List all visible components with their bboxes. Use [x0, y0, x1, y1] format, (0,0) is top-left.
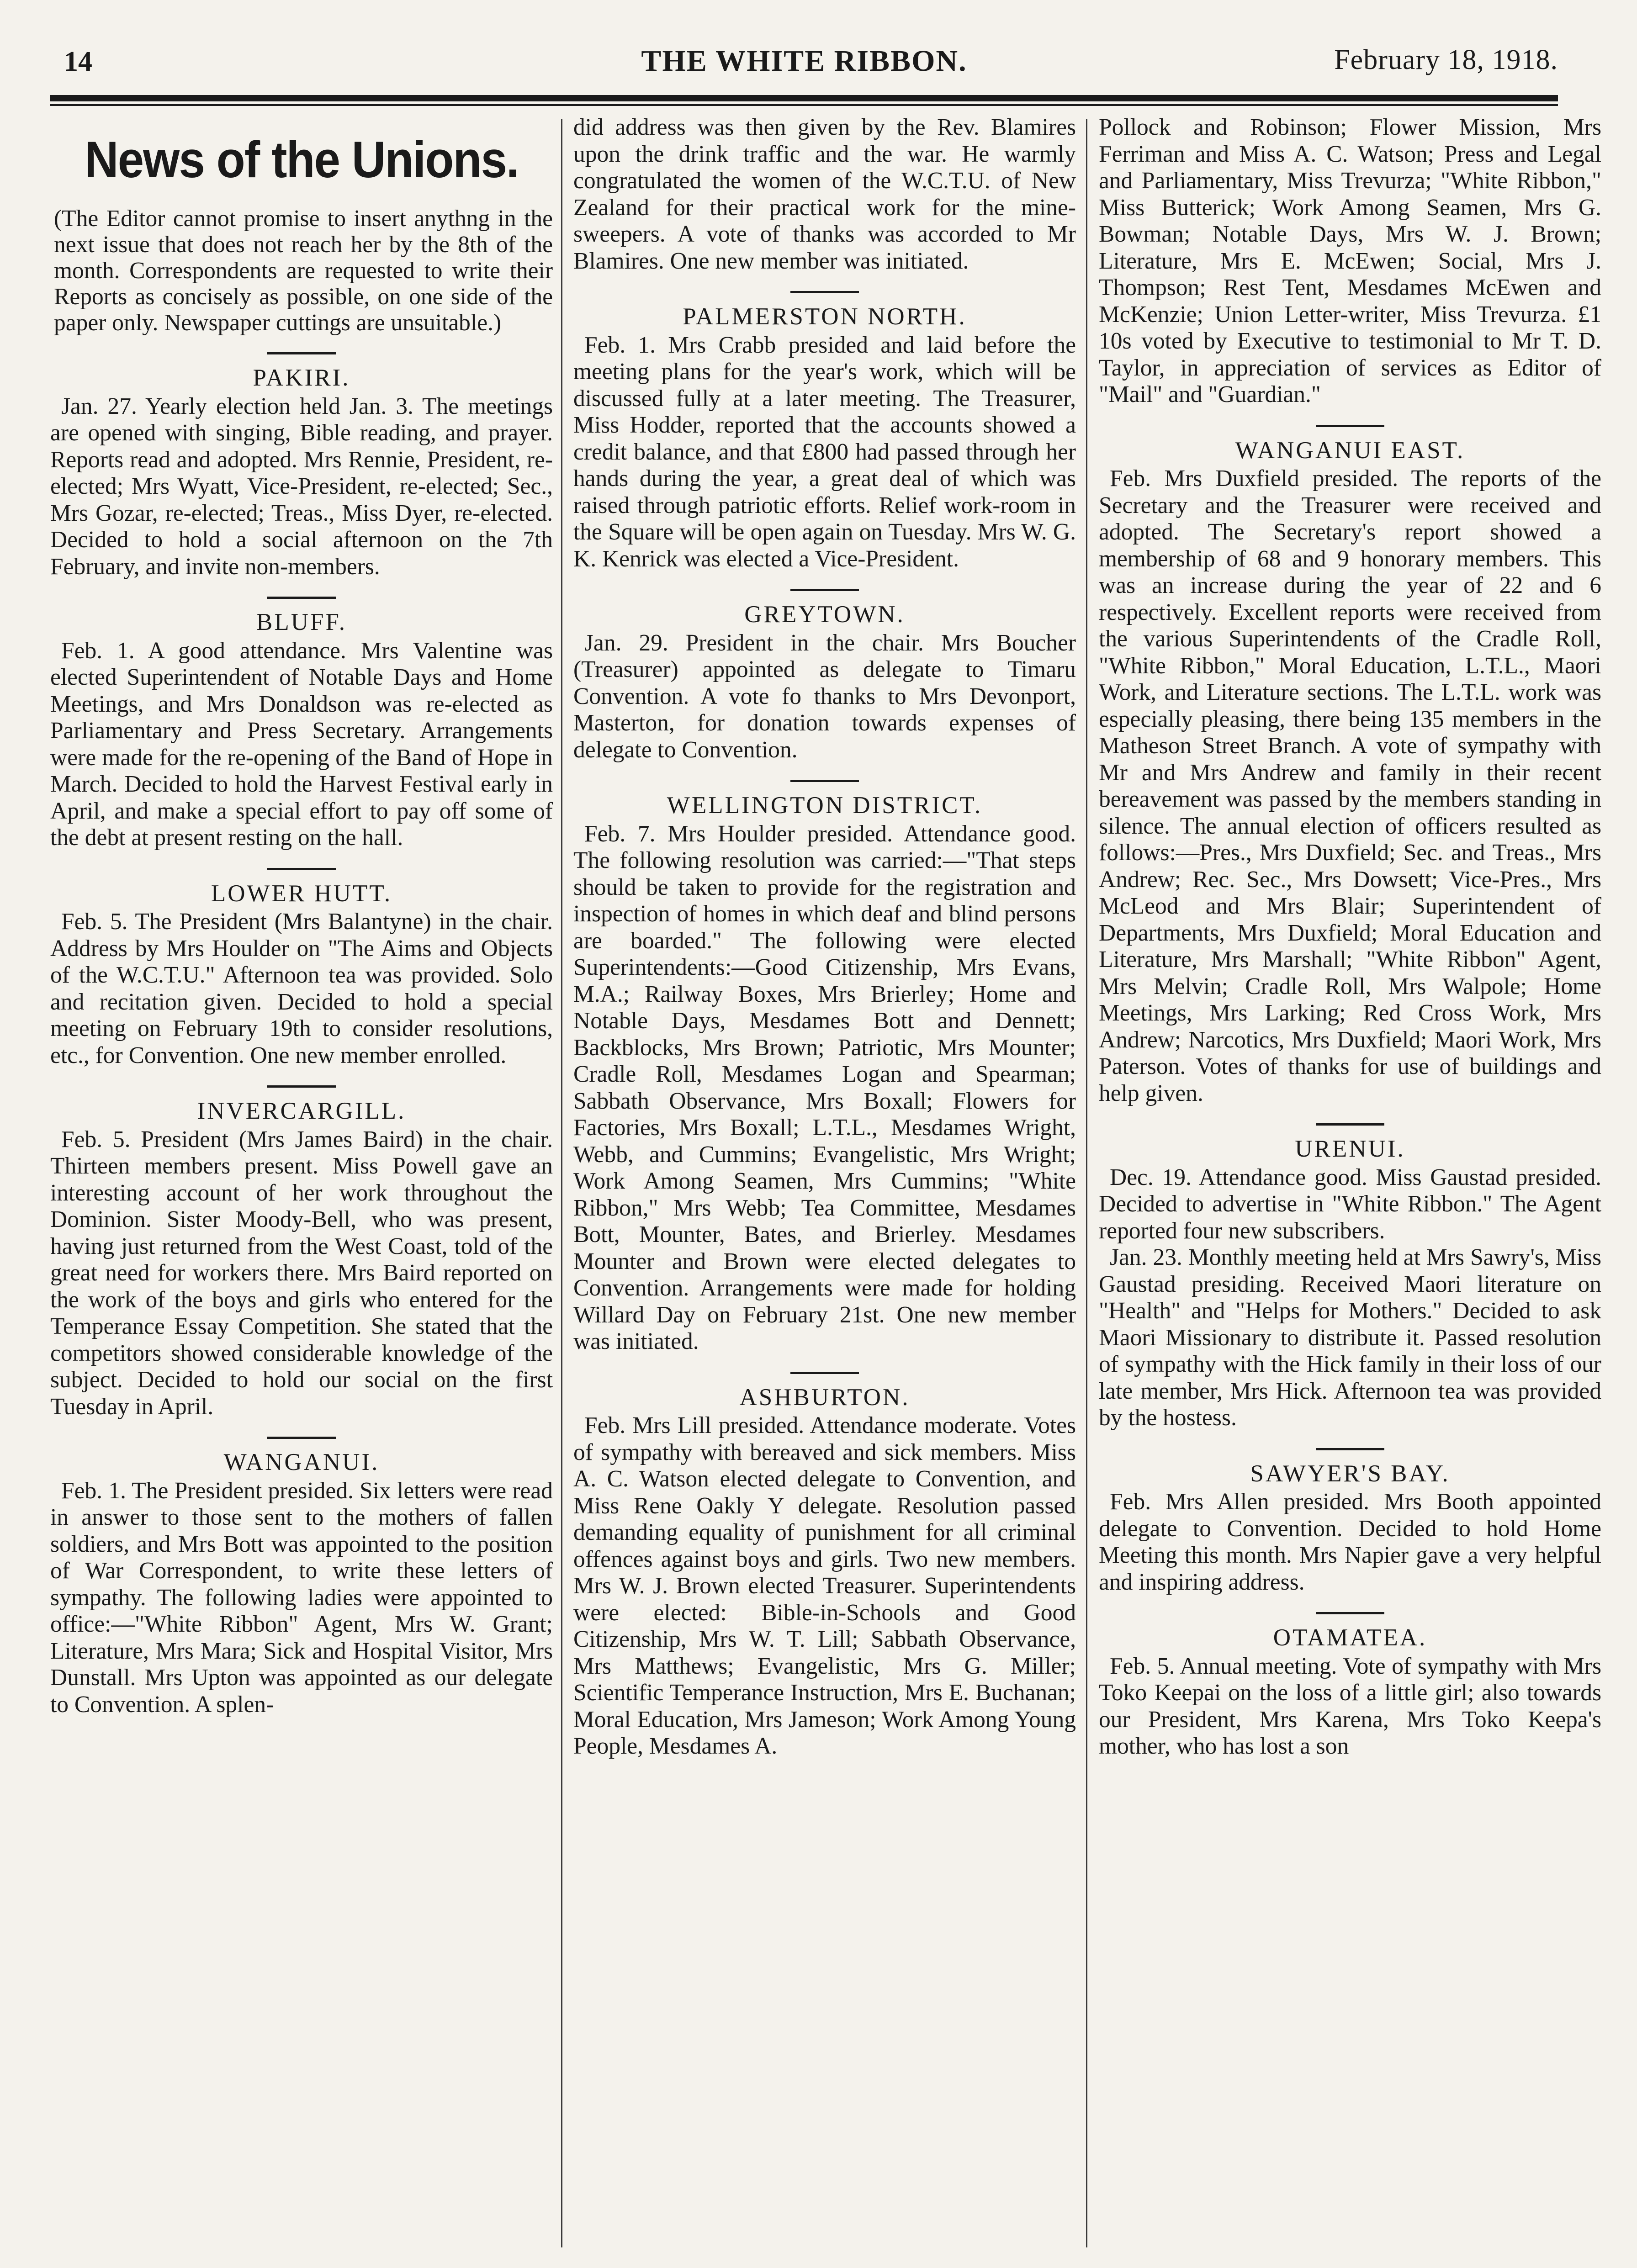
- union-report: Feb. 1. A good attendance. Mrs Valentine was elected Superintendent of Notable Days and Home Meetings, and Mrs Donaldson was re-elected as Parliamentary and Press Secretary. Arrangements were made for the re-opening of the Band of Hope in March. Decided to hold the Harvest Festival early in April, and make a special effort to pay off some of the debt at present resting on the hall.: [50, 637, 553, 851]
- union-report: Feb. 7. Mrs Houlder presided. Attendance good. The following resolution was carried:—"That steps should be taken to provide for the registration and inspection of homes in which deaf and blind persons are boarded." The following were elected Superintendents:—Good Citizenship, Mrs Evans, M.A.; Railway Boxes, Mrs Brierley; Home and Notable Days, Mesdames Bott and Dennett; Backblocks, Mrs Brown; Patriotic, Mrs Mounter; Cradle Roll, Mesdames Logan and Spearman; Sabbath Observance, Mrs Boxall; Flowers for Factories, Mrs Boxall; L.T.L., Mesdames Wright, Webb, and Cummins; Evangelistic, Mrs Wright; Work Among Seamen, Mrs Cummins; "White Ribbon," Mrs Webb; Tea Committee, Mesdames Bott, Mounter, Bates, and Brierley. Mesdames Mounter and Brown were elected delegates to Convention. Arrangements were made for holding Willard Day on February 21st. One new member was initiated.: [573, 820, 1076, 1354]
- union-heading: GREYTOWN.: [744, 601, 905, 628]
- divider: [267, 1085, 336, 1088]
- union-heading: WELLINGTON DISTRICT.: [667, 792, 983, 819]
- continued-text: Pollock and Robinson; Flower Mission, Mrs Ferriman and Miss A. C. Watson; Press and Legal and Parliamentary, Miss Trevurza; "White Ribbon," Miss Butterick; Work Among Seamen, Mrs G. Bowman; Notable Days, Mrs W. J. Brown; Literature, Mrs E. McEwen; Social, Mrs J. Thompson; Rest Tent, Mesdames McEwen and McKenzie; Union Letter-writer, Miss Trevurza. £1 10s voted by Executive to testimonial to Mr T. D. Taylor, in appreciation of services as Editor of "Mail" and "Guardian.": [1099, 114, 1601, 407]
- editor-note: (The Editor cannot promise to insert anythng in the next issue that does not reach her by the 8th of the month. Correspondents are requested to write their Reports as concisely as possible, on one side of the paper only. Newspaper cuttings are unsuitable.): [54, 206, 553, 336]
- union-report: Jan. 27. Yearly election held Jan. 3. The meetings are opened with singing, Bible reading, and prayer. Reports read and adopted. Mrs Rennie, President, re-elected; Mrs Wyatt, Vice-President, re-elected; Sec., Mrs Gozar, re-elected; Treas., Miss Dyer, re-elected. Decided to hold a social afternoon on the 7th February, and invite non-members.: [50, 393, 553, 580]
- divider: [1316, 425, 1384, 427]
- divider: [267, 868, 336, 870]
- column-3: [1099, 114, 1601, 2252]
- divider: [267, 597, 336, 599]
- header-rule-thin: [50, 104, 1558, 106]
- union-heading: PALMERSTON NORTH.: [683, 303, 967, 330]
- union-report: Jan. 29. President in the chair. Mrs Boucher (Treasurer) appointed as delegate to Timaru Convention. A vote fo thanks to Mrs Devonport, Masterton, for donation towards expenses of delegate to Convention.: [573, 629, 1076, 763]
- divider: [790, 1372, 859, 1374]
- union-report: Jan. 23. Monthly meeting held at Mrs Sawry's, Miss Gaustad presiding. Received Maori literature on "Health" and "Helps for Mothers." Decided to ask Maori Missionary to distribute it. Passed resolution of sympathy with the Hick family in their loss of our late member, Mrs Hick. Afternoon tea was provided by the hostess.: [1099, 1244, 1601, 1431]
- union-heading: OTAMATEA.: [1273, 1624, 1427, 1651]
- column-1: [50, 114, 553, 2252]
- union-heading: PAKIRI.: [253, 365, 350, 391]
- union-heading: INVERCARGILL.: [197, 1098, 406, 1124]
- union-heading: WANGANUI EAST.: [1235, 437, 1465, 464]
- union-report: Feb. Mrs Lill presided. Attendance moderate. Votes of sympathy with bereaved and sick members. Miss A. C. Watson elected delegate to Convention, and Miss Rene Oakly Y delegate. Resolution passed demanding equality of punishment for all criminal offences against boys and girls. Two new members. Mrs W. J. Brown elected Treasurer. Superintendents were elected: Bible-in-Schools and Good Citizenship, Mrs W. T. Lill; Sabbath Observance, Mrs Matthews; Evangelistic, Mrs G. Miller; Scientific Temperance Instruction, Mrs E. Buchanan; Moral Education, Mrs Jameson; Work Among Young People, Mesdames A.: [573, 1412, 1076, 1759]
- divider: [1316, 1123, 1384, 1126]
- continued-text: did address was then given by the Rev. Blamires upon the drink traffic and the war. He warmly congratulated the women of the W.C.T.U. of New Zealand for their practical work for the mine-sweepers. A vote of thanks was accorded to Mr Blamires. One new member was initiated.: [573, 114, 1076, 274]
- divider: [790, 291, 859, 293]
- divider: [790, 589, 859, 591]
- union-report: Feb. 1. The President presided. Six letters were read in answer to those sent to the mothers of fallen soldiers, and Mrs Bott was appointed to the position of War Correspondent, to write these letters of sympathy. The following ladies were appointed to office:—"White Ribbon" Agent, Mrs W. Grant; Literature, Mrs Mara; Sick and Hospital Visitor, Mrs Dunstall. Mrs Upton was appointed as our delegate to Convention. A splen-: [50, 1477, 553, 1718]
- union-report: Dec. 19. Attendance good. Miss Gaustad presided. Decided to advertise in "White Ribbon." The Agent reported four new subscribers.: [1099, 1164, 1601, 1244]
- union-report: Feb. 5. Annual meeting. Vote of sympathy with Mrs Toko Keepai on the loss of a little girl; also towards our President, Mrs Karena, Mrs Toko Keepa's mother, who has lost a son: [1099, 1653, 1601, 1759]
- section-title: News of the Unions.: [85, 131, 519, 188]
- column-2: [573, 114, 1076, 2252]
- page-header: [50, 41, 1558, 87]
- divider: [1316, 1612, 1384, 1614]
- union-report: Feb. 5. President (Mrs James Baird) in the chair. Thirteen members present. Miss Powell gave an interesting account of her work throughout the Dominion. Sister Moody-Bell, who was present, having just returned from the West Coast, told of the great need for workers there. Mrs Baird reported on the work of the boys and girls who entered for the Temperance Essay Competition. She stated that the competitors showed considerable knowledge of the subject. Decided to hold our social on the first Tuesday in April.: [50, 1126, 553, 1420]
- union-report: Feb. 5. The President (Mrs Balantyne) in the chair. Address by Mrs Houlder on "The Aims and Objects of the W.C.T.U." Afternoon tea was provided. Solo and recitation given. Decided to hold a special meeting on February 19th to consider resolutions, etc., for Convention. One new member enrolled.: [50, 909, 553, 1068]
- divider: [1316, 1448, 1384, 1450]
- union-heading: WANGANUI.: [223, 1449, 380, 1475]
- union-heading: BLUFF.: [256, 609, 347, 635]
- divider: [267, 352, 336, 354]
- union-heading: ASHBURTON.: [739, 1384, 910, 1411]
- union-heading: LOWER HUTT.: [211, 880, 392, 907]
- union-report: Feb. 1. Mrs Crabb presided and laid before the meeting plans for the year's work, which will be discussed fully at a later meeting. The Treasurer, Miss Hodder, reported that the accounts showed a credit balance, and that £800 had passed through her hands during the year, a great deal of which was raised through patriotic efforts. Relief work-room in the Square will be open again on Tuesday. Mrs W. G. K. Kenrick was elected a Vice-President.: [573, 332, 1076, 572]
- union-report: Feb. Mrs Duxfield presided. The reports of the Secretary and the Treasurer were received and adopted. The Secretary's report showed a membership of 68 and 9 honorary members. This was an increase during the year of 22 and 6 respectively. Excellent reports were received from the various Superintendents of the Cradle Roll, "White Ribbon," Moral Education, L.T.L., Maori Work, and Literature sections. The L.T.L. work was especially pleasing, there being 135 members in the Matheson Street Branch. A vote of sympathy with Mr and Mrs Andrew and family in their recent bereavement was passed by the members standing in silence. The annual election of officers resulted as follows:—Pres., Mrs Duxfield; Sec. and Treas., Mrs Andrew; Rec. Sec., Mrs Dowsett; Vice-Pres., Mrs McLeod and Mrs Blair; Superintendent of Departments, Mrs Duxfield; Moral Education and Literature, Mrs Marshall; "White Ribbon" Agent, Mrs Melvin; Cradle Roll, Mrs Walpole; Home Meetings, Mrs Larking; Red Cross Work, Mrs Andrew; Narcotics, Mrs Duxfield; Maori Work, Mrs Paterson. Votes of thanks for use of buildings and help given.: [1099, 465, 1601, 1106]
- header-rule: [50, 95, 1558, 101]
- union-report: Feb. Mrs Allen presided. Mrs Booth appointed delegate to Convention. Decided to hold Home Meeting this month. Mrs Napier gave a very helpful and inspiring address.: [1099, 1489, 1601, 1595]
- issue-date: February 18, 1918.: [1334, 44, 1558, 75]
- publication-title: THE WHITE RIBBON.: [641, 44, 967, 78]
- union-heading: URENUI.: [1295, 1136, 1405, 1162]
- column-divider: [561, 119, 562, 2247]
- page-number: 14: [64, 46, 92, 77]
- divider: [267, 1437, 336, 1439]
- divider: [790, 780, 859, 782]
- union-heading: SAWYER'S BAY.: [1250, 1460, 1450, 1487]
- column-divider: [1086, 119, 1087, 2247]
